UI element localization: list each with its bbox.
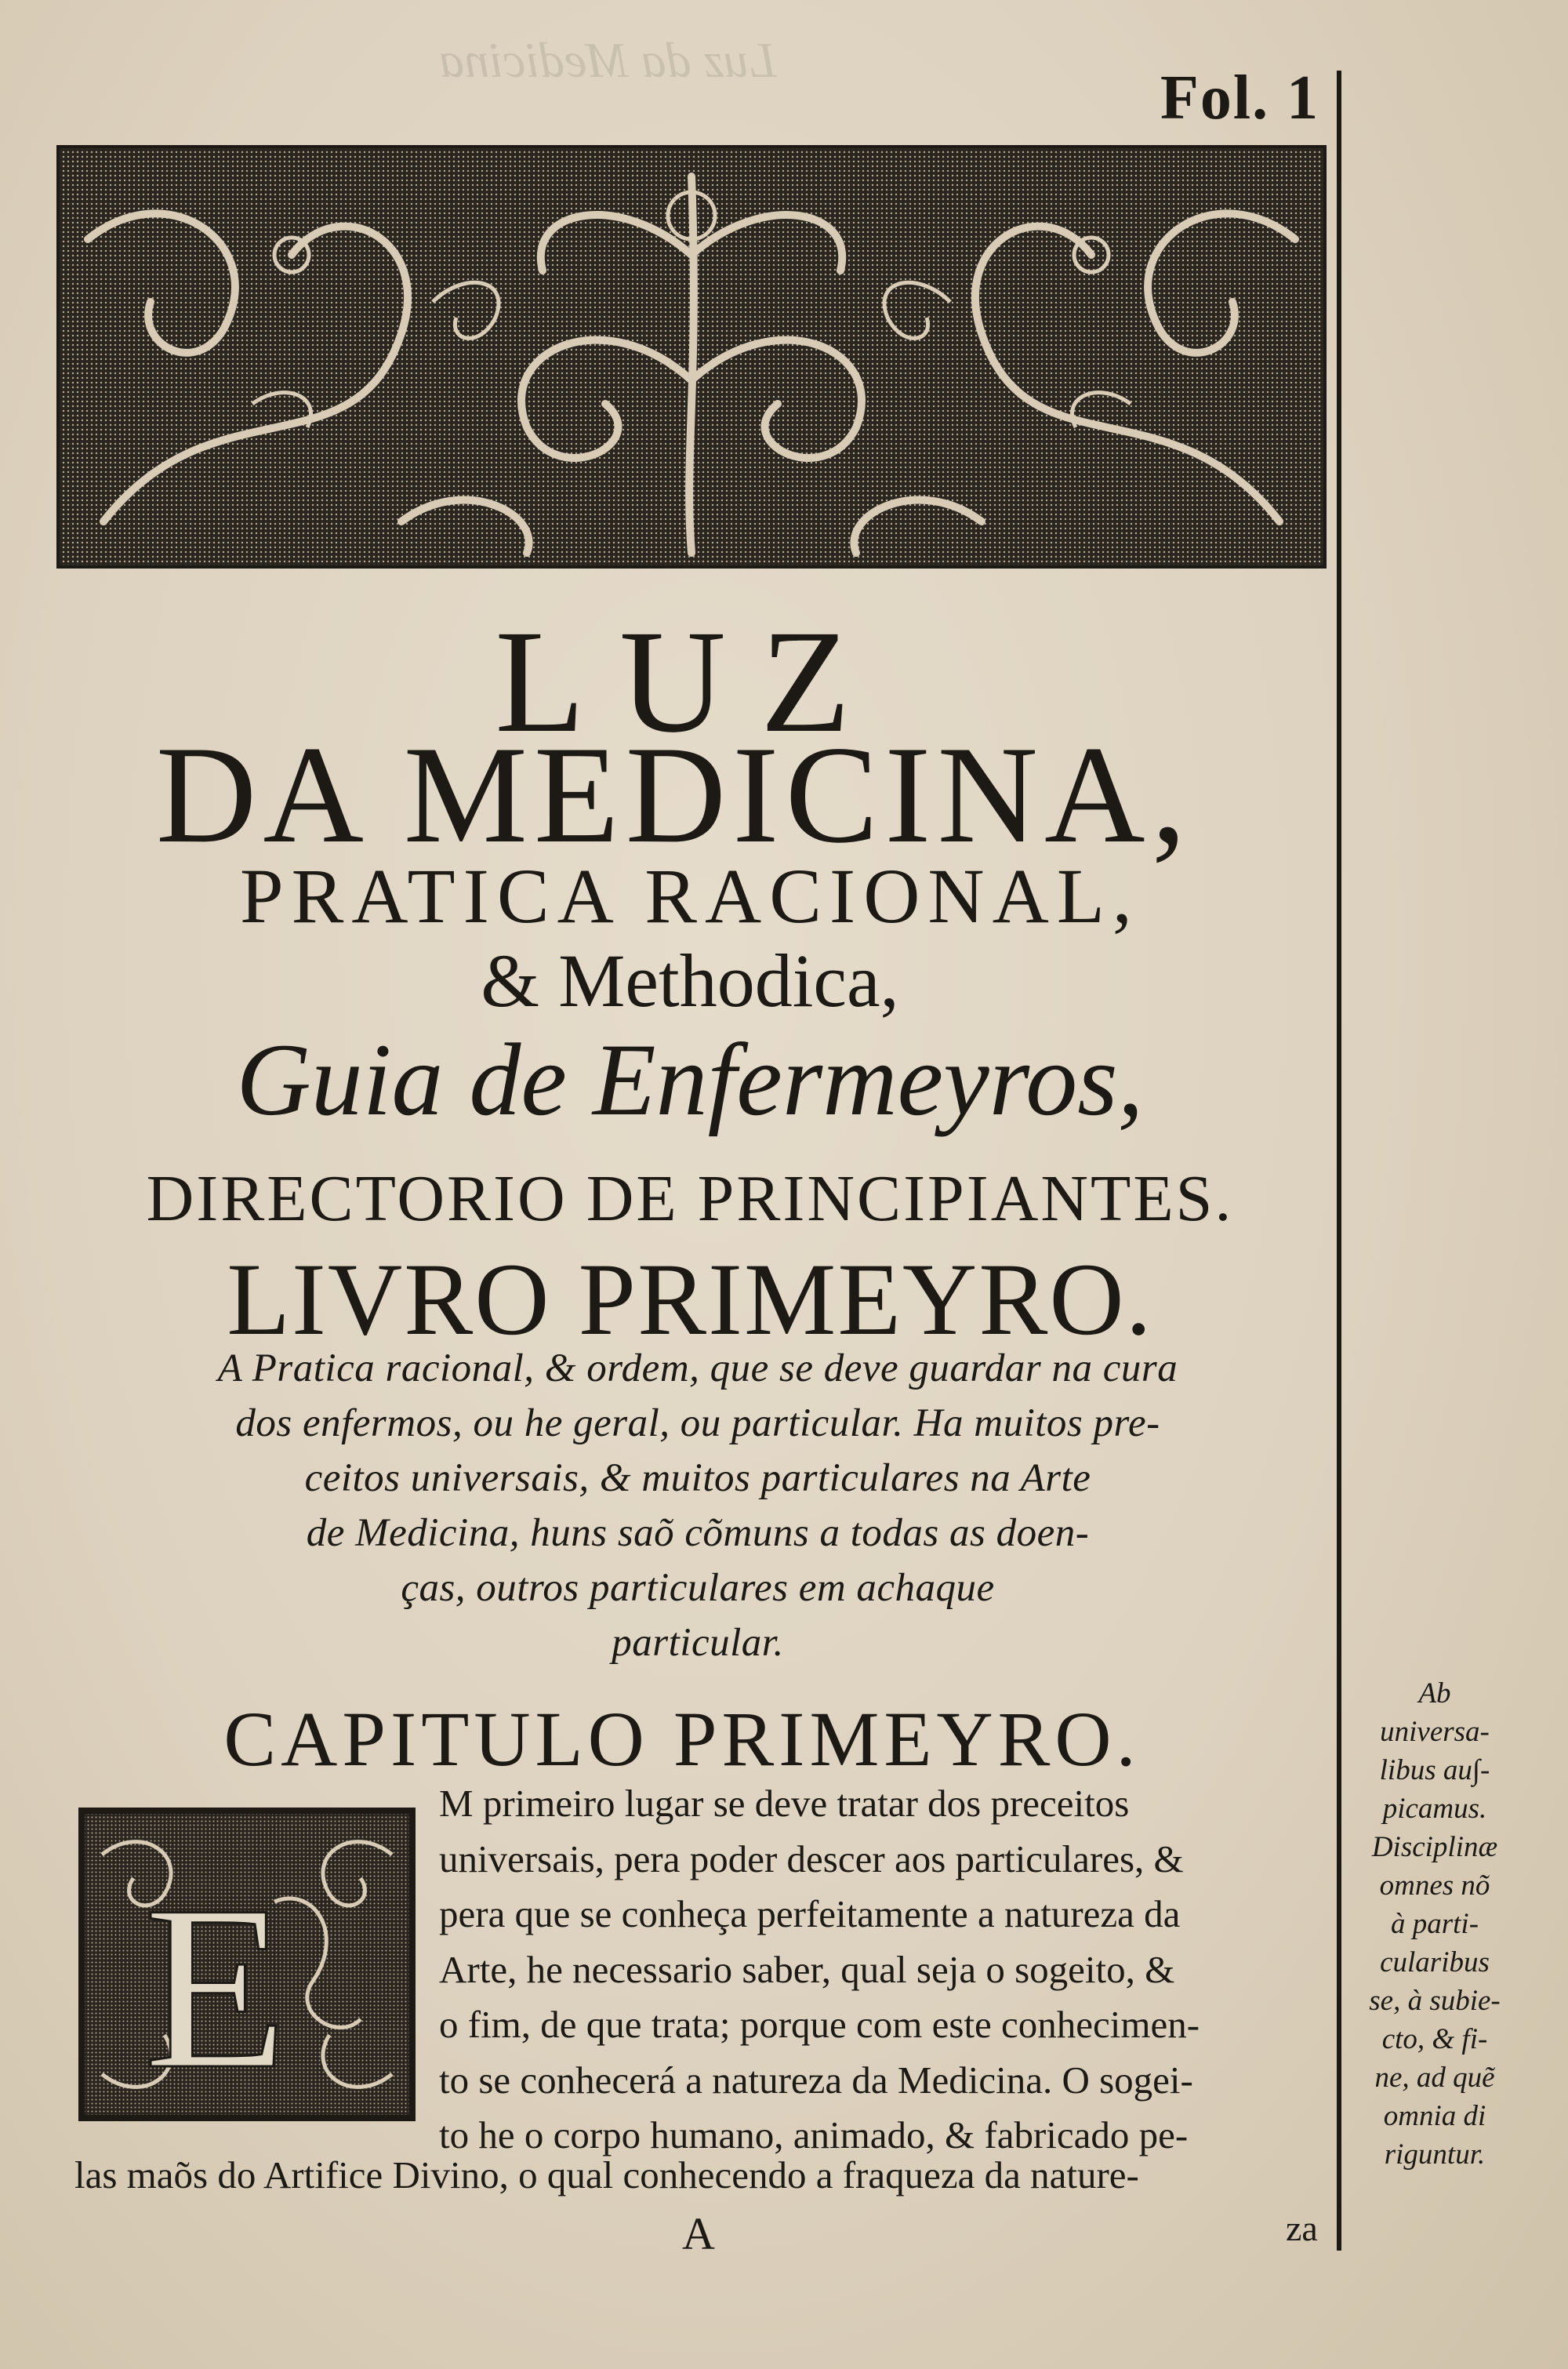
margin-line: libus au∫- [1379,1754,1490,1786]
lead-line: dos enfermos, ou he geral, ou particular. Ha muitos pre- [235,1401,1160,1445]
body-line: M primeiro lugar se deve tratar dos preceitos [439,1782,1130,1825]
headpiece-ornament [56,145,1327,569]
body-line: to se conhecerá a natureza da Medicina. O sogei- [439,2058,1193,2102]
lead-line: ceitos universais, & muitos particulares na Arte [304,1456,1091,1500]
lead-paragraph [63,1341,1333,1670]
body-line: universais, pera poder descer aos particulares, & [439,1837,1184,1880]
body-line: pera que se conheça perfeitamente a natureza da [439,1892,1181,1935]
margin-line: se, à subie- [1369,1985,1501,2017]
initial-letter: E [143,1857,288,2117]
margin-line: ne, ad quẽ [1374,2062,1495,2094]
margin-rule [1337,71,1341,2251]
catchword: za [1286,2208,1318,2248]
margin-line: universa- [1380,1716,1490,1748]
signature-mark: A [682,2208,715,2259]
margin-line: Disciplinæ [1371,1831,1498,1863]
title-methodica: & Methodica, [481,939,899,1023]
title-pratica-racional: PRATICA RACIONAL, [240,852,1140,939]
body-line: o fim, de que trata; porque com este conhecimen- [439,2003,1200,2046]
margin-line: cularibus [1380,1946,1490,1978]
title-da-medicina: DA MEDICINA, [155,717,1193,872]
body-line: Arte, he necessario saber, qual seja o sogeito, & [439,1947,1175,1991]
margin-line: picamus. [1382,1793,1487,1825]
lead-line: ças, outros particulares em achaque [401,1566,995,1610]
margin-line: omnes nõ [1379,1869,1490,1902]
lead-line: particular. [612,1621,784,1665]
title-livro-primeyro: LIVRO PRIMEYRO. [227,1241,1153,1357]
margin-line: cto, & fi- [1381,2023,1488,2055]
lead-line: A Pratica racional, & ordem, que se deve guardar na cura [217,1346,1178,1390]
margin-line: Ab [1418,1677,1451,1710]
body-line: to he o corpo humano, animado, & fabricado pe- [439,2113,1189,2156]
folio-number: Fol. 1 [1160,64,1320,133]
body-text [439,1776,1333,2164]
title-guia-de-enfermeyros: Guia de Enfermeyros, [236,1022,1144,1137]
bleed-through-text: Luz da Medicina [439,32,777,88]
margin-line: riguntur. [1384,2138,1486,2171]
margin-line: omnia di [1383,2100,1486,2132]
margin-line: à parti- [1390,1908,1479,1940]
chapter-heading: CAPITULO PRIMEYRO. [223,1695,1141,1782]
lead-line: de Medicina, huns saõ cõmuns a todas as doen- [306,1511,1090,1555]
decorated-initial-e [78,1808,416,2121]
title-directorio: DIRECTORIO DE PRINCIPIANTES. [146,1162,1234,1235]
title-luz: LUZ [495,599,885,763]
marginal-note [1348,1674,1521,2174]
body-last-line: las maõs do Artifice Divino, o qual conhecendo a fraqueza da nature- [74,2153,1139,2196]
